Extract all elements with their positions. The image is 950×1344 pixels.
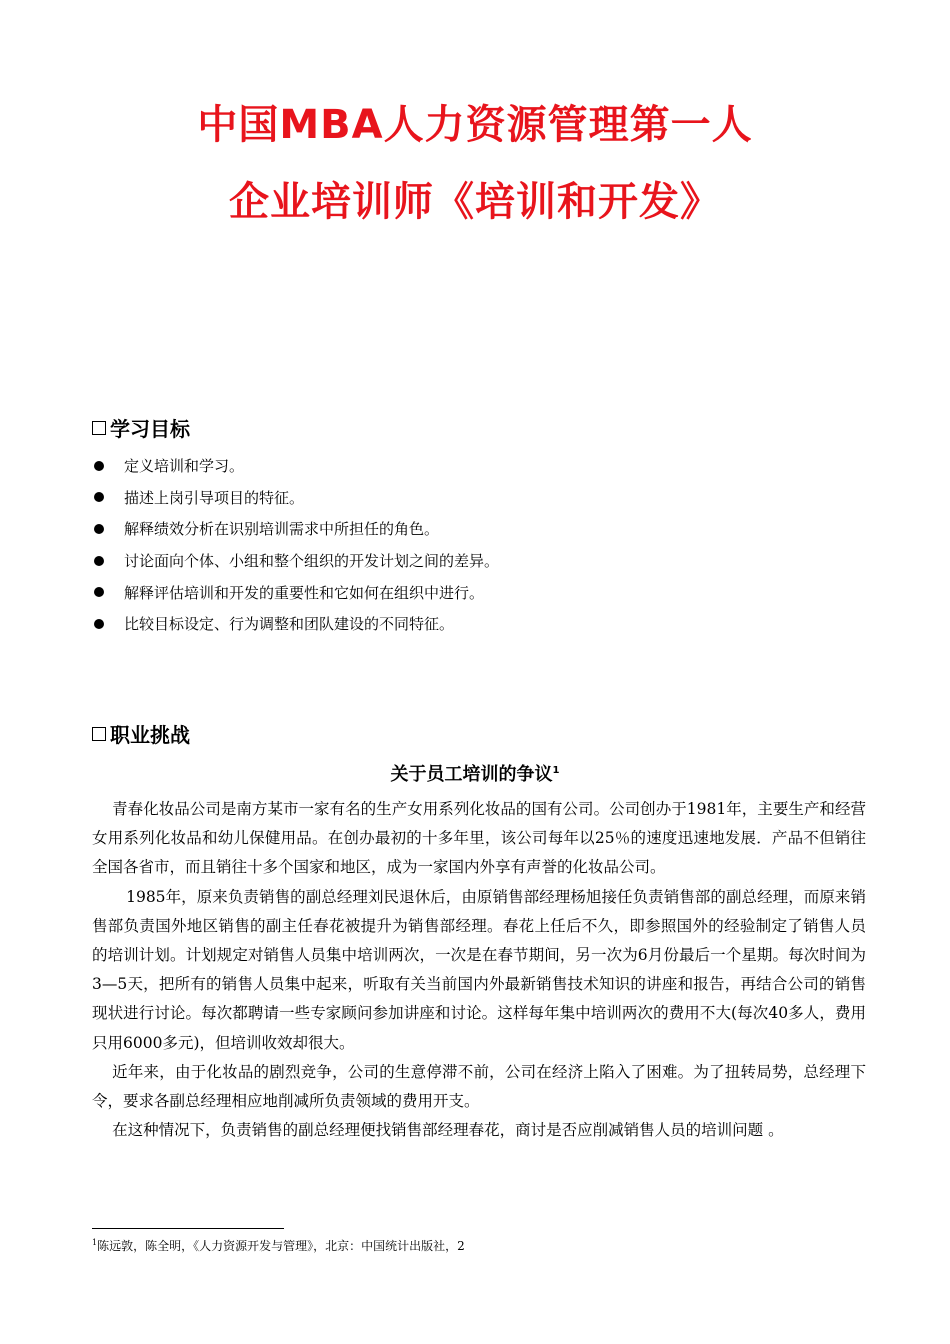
list-item-text: 解释评估培训和开发的重要性和它如何在组织中进行。 (124, 583, 485, 602)
list-item (92, 608, 499, 640)
paragraph: 近年来，由于化妆品的剧烈竞争，公司的生意停滞不前，公司在经济上陷入了困难。为了扭转局势，总经理下令，要求各副总经理相应地削减所负责领域的费用开支。 (92, 1062, 866, 1111)
footnote-text: 陈远敦，陈全明，《人力资源开发与管理》，北京：中国统计出版社，2 (97, 1239, 465, 1253)
bullet-icon (94, 461, 104, 471)
list-item (92, 576, 499, 608)
list-item (92, 513, 499, 545)
document-title-line1: 中国MBA人力资源管理第一人 (197, 102, 753, 148)
career-challenge-heading (92, 719, 190, 748)
footnote-mark: 1 (92, 1238, 98, 1247)
bullet-icon (94, 524, 104, 534)
bullet-icon (94, 587, 104, 597)
footnote (92, 1237, 465, 1254)
list-item-text: 解释绩效分析在识别培训需求中所担任的角色。 (124, 520, 440, 539)
career-challenge-heading-text: 职业挑战 (110, 723, 190, 747)
case-title (0, 760, 950, 786)
bullet-icon (94, 556, 104, 566)
list-item (92, 450, 499, 482)
footnote-divider (92, 1228, 284, 1229)
paragraph: 在这种情况下，负责销售的副总经理便找销售部经理春花，商讨是否应削减销售人员的培训问题 。 (112, 1121, 784, 1140)
case-body (92, 795, 866, 1145)
case-title-text: 关于员工培训的争议 (390, 764, 553, 785)
footnote-reference: 1 (552, 765, 560, 776)
learning-objectives-heading (92, 413, 190, 442)
document-title-line2: 企业培训师《培训和开发》 (229, 179, 721, 225)
checkbox-square-icon (92, 421, 106, 435)
learning-objectives-list (92, 450, 499, 640)
list-item-text: 比较目标设定、行为调整和团队建设的不同特征。 (124, 615, 455, 634)
paragraph: 1985年，原来负责销售的副总经理刘民退休后，由原销售部经理杨旭接任负责销售部的副总经理，而原来销售部负责国外地区销售的副主任春花被提升为销售部经理。春花上任后不久，即参照国外的经验制定了销售人员的培训计划。计划规定对销售人员集中培训两次，一次是在春节期间，另一次为6月份最后一个星期。每次时间为3—5天，把所有的销售人员集中起来，听取有关当前国内外最新销售技术知识的讲座和报告，再结合公司的销售现状进行讨论。每次都聘请一些专家顾问参加讲座和讨论。这样每年集中培训两次的费用不大(每次40多人，费用只用6000多元)，但培训收效却很大。 (92, 887, 866, 1052)
list-item-text: 讨论面向个体、小组和整个组织的开发计划之间的差异。 (124, 552, 500, 571)
bullet-icon (94, 492, 104, 502)
list-item (92, 482, 499, 514)
list-item-text: 定义培训和学习。 (124, 457, 245, 476)
checkbox-square-icon (92, 727, 106, 741)
bullet-icon (94, 619, 104, 629)
learning-objectives-heading-text: 学习目标 (110, 417, 190, 441)
paragraph: 青春化妆品公司是南方某市一家有名的生产女用系列化妆品的国有公司。公司创办于1981年，主要生产和经营女用系列化妆品和幼儿保健用品。在创办最初的十多年里，该公司每年以25％的速度迅速地发展．产品不但销往全国各省市，而且销往十多个国家和地区，成为一家国内外享有声誉的化妆品公司。 (92, 800, 866, 877)
list-item-text: 描述上岗引导项目的特征。 (124, 488, 305, 507)
list-item (92, 545, 499, 577)
